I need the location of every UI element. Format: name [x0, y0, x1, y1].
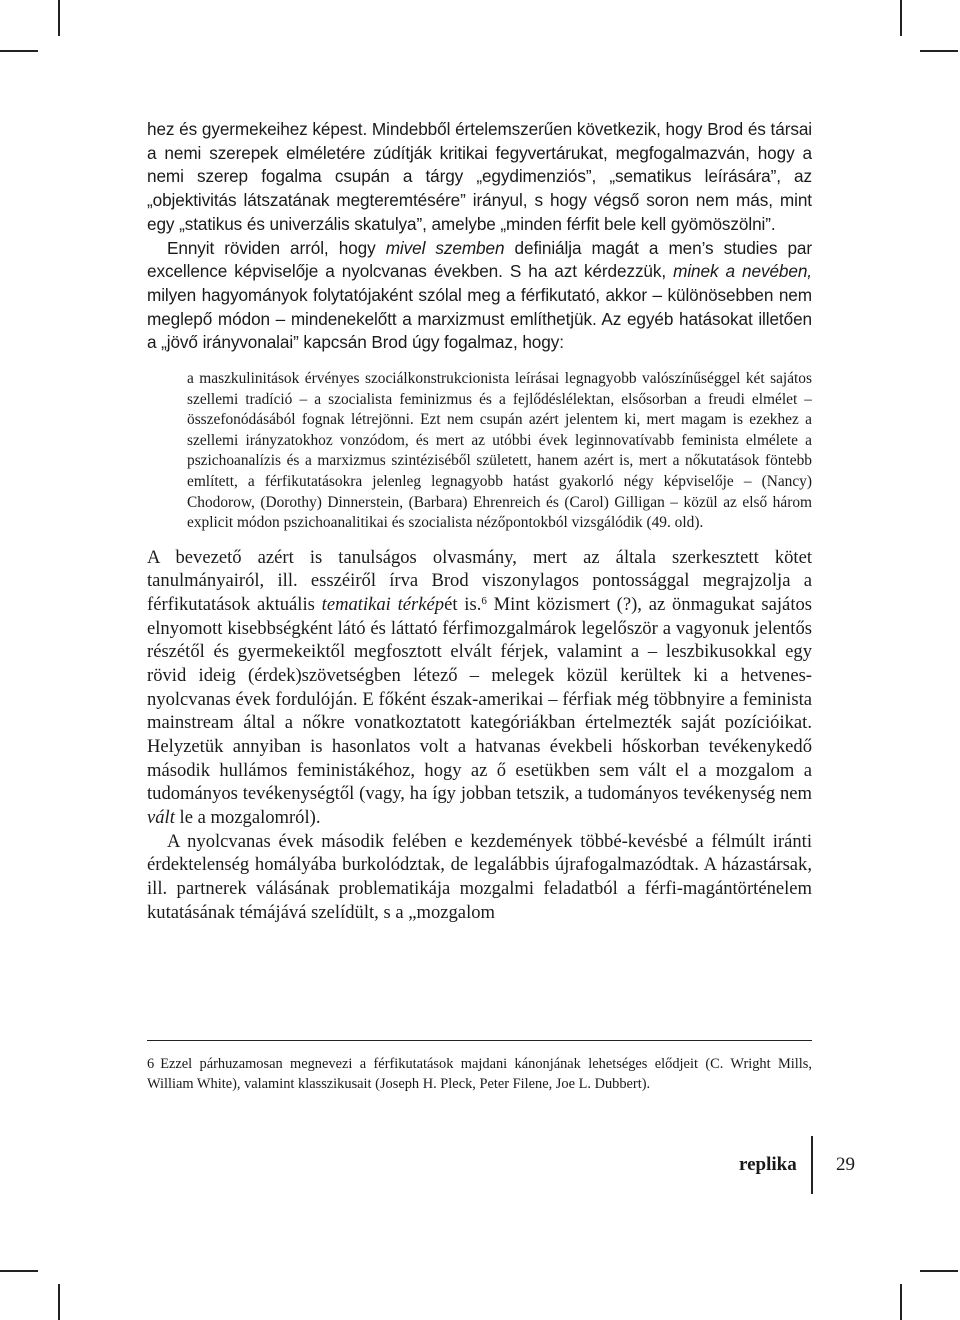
emphasis: vált — [147, 807, 175, 828]
text-run: Mint közismert (?), az önmagukat sajátos elnyomott kisebbségként látó és láttató férfimozgalmárok legelőször a vagyonuk jelentős részétől és gyermekeiktől megfosztott elvált férjek, valamint a – leszbikusokkal egy rövid ideig (érdek)szövetségben létező – melegek közül kerültek ki a hetvenes-nyolcvanas évek fordulóján. E főként észak-amerikai – férfiak még többnyire a feminista mainstream által a nőkre vonatkoztatott kategóriákban értelmezték saját pozícióikat. Helyzetük annyiban is hasonlatos volt a hatvanas évekbeli hőskorban tevékenykedő második hullámos feministákéhoz, hogy az ő esetükben sem vált el a mozgalom a tudományos tevékenységtől (vagy, ha így jobban tetszik, a tudományos tevékenység nem — [147, 594, 813, 805]
footnote-number: 6 — [147, 1056, 155, 1072]
text-run: hez és gyermekeihez képest. Mindebből értelemszerűen következik, hogy Brod és társai a nemi szerepek elméletére zúdítják kritikai fegyvertárukat, megfogalmazván, hogy a nemi szerep fogalma csupán a tárgy „egydimenziós”, „sematikus leírására”, az „objektivitás látszatának megteremtésére” irányul, s hogy végső soron nem más, mint egy „statikus és univerzális skatulya”, amelybe „minden férfit bele kell gyömöszölni”. — [147, 119, 812, 234]
emphasis: mivel szemben — [385, 237, 505, 258]
crop-mark-top-left-vertical — [58, 0, 60, 36]
footnote-reference: 6 — [481, 595, 487, 608]
emphasis: tematikai térkép — [321, 594, 445, 616]
paragraph — [147, 237, 812, 356]
crop-mark-top-left-horizontal — [0, 50, 38, 52]
paragraph — [147, 830, 812, 925]
paragraph — [147, 118, 812, 237]
block-quote: a maszkulinitások érvényes szociálkonstrukcionista leírásai legnagyobb valószínűséggel két sajátos szellemi tradíció – a szocialista feminizmus és a fejlődéslélektan, elsősorban a freudi elmélet – összefonódásából fognak létrejönni. Ezt nem csupán azért jelentem ki, mert magam is ezekhez a szellemi irányzatokhoz vonzódom, és mert az utóbbi évek leginnovatívabb feminista elmélete a pszichoanalízis és a marxizmus szintéziséből született, hanem azért is, mert a nőkutatások föntebb említett, a férfikutatásokra jelenleg legnagyobb hatást gyakorló négy képviselője – (Nancy) Chodorow, (Dorothy) Dinnerstein, (Barbara) Ehrenreich és (Carol) Gilligan – közül az első három explicit módon pszichoanalitikai és szocialista nézőpontokból vizsgálódik (49. old). — [187, 370, 812, 532]
footnote — [147, 1054, 812, 1095]
crop-mark-top-right-vertical — [900, 0, 902, 36]
text-run: milyen hagyományok folytatójaként szólal meg a férfikutató, akkor – különösebben nem meglepő módon – mindenekelőtt a marxizmust említhetjük. Az egyéb hatásokat illetően a „jövő irányvonalai” kapcsán Brod úgy fogalmaz, hogy: — [147, 284, 812, 353]
text-run: Ennyit röviden arról, hogy — [167, 237, 386, 258]
paragraph — [147, 546, 812, 830]
footnote-text: Ezzel párhuzamosan megnevezi a férfikutatások majdani kánonjának lehetséges elődjeit (C. Wright Mills, William White), valamint klasszikusait (Joseph H. Pleck, Peter Filene, Joe L. Dubbert). — [147, 1056, 812, 1093]
crop-mark-bottom-right-vertical — [900, 1284, 902, 1320]
folio-divider — [811, 1136, 813, 1194]
journal-name: replika — [739, 1154, 797, 1175]
emphasis: minek a nevében, — [673, 261, 812, 282]
footnote-divider — [147, 1040, 812, 1041]
text-run: A bevezető azért is tanulságos olvasmány, mert az általa szerkesztett kötet tanulmányairól, ill. esszéiről írva Brod viszonylagos pontossággal megrajzolja a férfikutatások aktuális — [147, 546, 812, 616]
crop-mark-bottom-left-horizontal — [0, 1270, 38, 1272]
page-number: 29 — [836, 1154, 855, 1175]
text-run: ét is. — [444, 594, 482, 616]
crop-mark-bottom-left-vertical — [58, 1284, 60, 1320]
crop-mark-top-right-horizontal — [920, 50, 958, 52]
text-run: A nyolcvanas évek második felében e kezdemények többé-kevésbé a félmúlt iránti érdektelenség homályába burkolództak, de legalábbis újrafogalmazódtak. A házastársak, ill. partnerek válásának problematikája mozgalmi feladatból a férfi-magántörténelem kutatásának témájává szelídült, s a „mozgalom — [147, 830, 812, 923]
body-text — [147, 118, 812, 924]
crop-mark-bottom-right-horizontal — [920, 1270, 958, 1272]
text-run: definiálja magát a men’s studies par excellence képviselője a nyolcvanas években. S ha azt kérdezzük, — [147, 237, 812, 282]
text-run: le a mozgalomról). — [174, 807, 321, 828]
